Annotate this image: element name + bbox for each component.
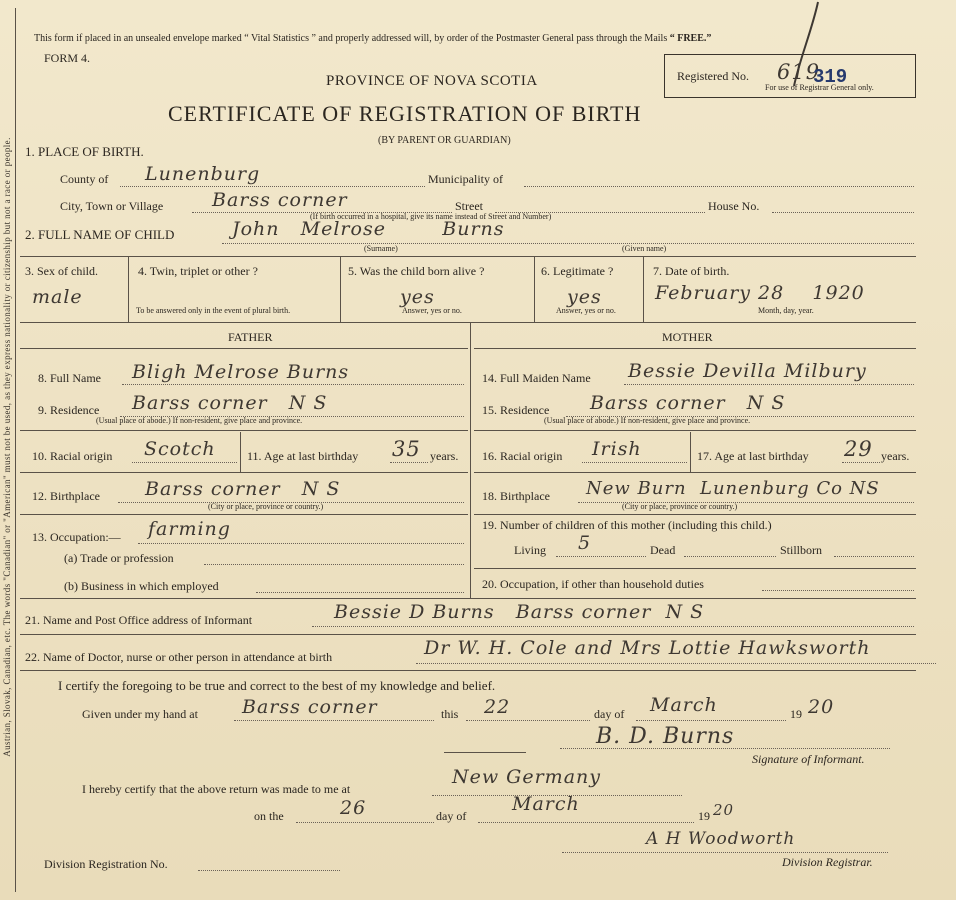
mother-dead-line (684, 556, 776, 557)
mother-children-label: 19. Number of children of this mother (including this child.) (482, 518, 772, 532)
mother-birthplace-value: New Burn Lunenburg Co NS (586, 478, 880, 499)
date-of-birth-value: February 28 1920 (655, 282, 865, 304)
father-birthplace-value: Barss corner N S (145, 478, 341, 500)
father-occupation-value: farming (148, 518, 231, 540)
cert-year-value: 20 (808, 696, 835, 718)
given-place-value: Barss corner (242, 696, 378, 718)
parents-divider (470, 322, 471, 598)
cert-day-line (466, 720, 590, 721)
reg-year-value: 20 (713, 801, 735, 819)
father-age-divider (240, 432, 241, 472)
reg-dayof-label: day of (436, 809, 467, 823)
informant-label: 21. Name and Post Office address of Informant (25, 613, 253, 627)
mother-name-value: Bessie Devilla Milbury (628, 360, 867, 382)
sex-label: 3. Sex of child. (25, 264, 98, 278)
doctor-label: 22. Name of Doctor, nurse or other person in attendance at birth (25, 650, 333, 664)
house-label: House No. (708, 199, 760, 213)
father-age-label: 11. Age at last birthday (247, 449, 359, 463)
mother-heading-rule (474, 348, 916, 349)
father-age-line (390, 462, 428, 463)
doctor-line (416, 663, 936, 664)
county-line (120, 186, 425, 187)
father-business-label: (b) Business in which employed (64, 579, 219, 593)
house-line (772, 212, 914, 213)
father-rule-1 (20, 430, 468, 431)
municipality-line (524, 186, 914, 187)
mother-age-label: 17. Age at last birthday (697, 449, 809, 463)
row3-divider-3 (534, 256, 535, 322)
mother-rule-3 (474, 514, 916, 515)
father-years-label: years. (430, 449, 459, 463)
child-name-label: 2. FULL NAME OF CHILD (25, 227, 175, 242)
father-residence-note: (Usual place of abode.) If non-resident, give place and province. (96, 416, 303, 425)
hospital-note: (If birth occurred in a hospital, give its name instead of Street and Number) (310, 212, 552, 221)
mother-living-value: 5 (578, 532, 592, 554)
registered-handwritten: 619 (777, 60, 821, 84)
row3-divider-4 (643, 256, 644, 322)
given-under-label: Given under my hand at (82, 707, 198, 721)
mother-living-label: Living (514, 543, 546, 557)
city-label: City, Town or Village (60, 199, 164, 213)
short-rule (444, 752, 526, 753)
father-rule-2 (20, 472, 468, 473)
postal-notice-free: “ FREE.” (669, 33, 712, 44)
doctor-value: Dr W. H. Cole and Mrs Lottie Hawksworth (424, 637, 871, 659)
father-trade-label: (a) Trade or profession (64, 551, 174, 565)
mother-name-line (624, 384, 914, 385)
row3-divider-2 (340, 256, 341, 322)
registrar-place-value: New Germany (452, 766, 601, 788)
mother-occupation-line (762, 590, 914, 591)
father-heading: FATHER (228, 330, 273, 344)
mother-age-value: 29 (844, 437, 873, 461)
father-heading-rule (20, 348, 468, 349)
father-residence-label: 9. Residence (38, 403, 100, 417)
surname-note: (Surname) (364, 244, 398, 253)
date-of-birth-note: Month, day, year. (758, 306, 814, 315)
province-heading: PROVINCE OF NOVA SCOTIA (326, 73, 538, 89)
row3-divider-1 (128, 256, 129, 322)
father-occupation-label: 13. Occupation:— (32, 530, 121, 544)
father-name-value: Bligh Melrose Burns (132, 361, 350, 383)
mother-residence-label: 15. Residence (482, 403, 550, 417)
cert-month-value: March (650, 694, 718, 716)
certify-statement: I certify the foregoing to be true and correct to the best of my knowledge and belief. (58, 678, 496, 693)
father-residence-value: Barss corner N S (132, 392, 328, 414)
mother-age-line (842, 462, 880, 463)
registered-stamp: 319 (813, 66, 848, 88)
given-place-line (234, 720, 434, 721)
city-value: Barss corner (212, 189, 348, 211)
mother-rule-4 (474, 568, 916, 569)
margin-note: Austrian, Slovak, Canadian, etc. The words "Canadian" or "American" must not be used, as they express nationality or citizenship but not a race or people. (2, 137, 12, 757)
given-name-note: (Given name) (622, 244, 667, 253)
certificate-title: CERTIFICATE OF REGISTRATION OF BIRTH (168, 101, 642, 126)
father-age-value: 35 (392, 437, 421, 461)
this-label: this (441, 707, 459, 721)
registrar-statement: I hereby certify that the above return was made to me at (82, 782, 351, 796)
mother-heading: MOTHER (662, 330, 713, 344)
mother-occupation-label: 20. Occupation, if other than household duties (482, 577, 704, 591)
child-name-line (222, 243, 914, 244)
registered-label: Registered No. (677, 69, 749, 83)
father-birthplace-note: (City or place, province or country.) (208, 502, 324, 511)
mother-birthplace-note: (City or place, province or country.) (622, 502, 738, 511)
legitimate-value: yes (567, 286, 602, 308)
reg-day-value: 26 (340, 797, 367, 819)
father-racial-value: Scotch (144, 438, 216, 460)
postal-notice (34, 34, 711, 44)
registrar-signature: A H Woodworth (646, 829, 796, 849)
mother-birthplace-label: 18. Birthplace (482, 489, 550, 503)
mother-years-label: years. (881, 449, 910, 463)
registrar-signature-line (562, 852, 888, 853)
division-registration-label: Division Registration No. (44, 857, 168, 871)
alive-value: yes (400, 286, 435, 308)
child-name-value: John Melrose Burns (232, 218, 505, 240)
father-trade-line (204, 564, 464, 565)
mother-rule-1 (474, 430, 916, 431)
mother-rule-2 (474, 472, 916, 473)
informant-value: Bessie D Burns Barss corner N S (334, 601, 705, 623)
father-name-label: 8. Full Name (38, 371, 101, 385)
parents-bottom-rule (20, 598, 916, 599)
cert-dayof-label: day of (594, 707, 625, 721)
informant-signature: B. D. Burns (596, 724, 735, 749)
father-racial-line (132, 462, 237, 463)
street-label: Street (455, 199, 483, 213)
mother-name-label: 14. Full Maiden Name (482, 371, 591, 385)
doctor-rule (20, 670, 916, 671)
division-registration-line (198, 870, 340, 871)
mother-age-divider (690, 432, 691, 472)
reg-year-prefix: 19 (698, 809, 710, 823)
informant-line (312, 626, 914, 627)
legitimate-label: 6. Legitimate ? (541, 264, 614, 278)
check-mark-stroke (770, 0, 830, 90)
on-the-label: on the (254, 809, 284, 823)
twin-note: To be answered only in the event of plural birth. (136, 306, 291, 315)
row3-bottom-rule (20, 322, 916, 323)
county-value: Lunenburg (145, 163, 261, 185)
informant-signature-label: Signature of Informant. (752, 752, 865, 766)
mother-living-line (556, 556, 646, 557)
mother-stillborn-line (834, 556, 914, 557)
municipality-label: Municipality of (428, 172, 503, 186)
date-of-birth-label: 7. Date of birth. (653, 264, 730, 278)
county-label: County of (60, 172, 109, 186)
father-business-line (256, 592, 464, 593)
alive-note: Answer, yes or no. (402, 306, 462, 315)
legitimate-note: Answer, yes or no. (556, 306, 616, 315)
mother-racial-label: 16. Racial origin (482, 449, 563, 463)
certificate-subtitle: (BY PARENT OR GUARDIAN) (378, 135, 511, 146)
place-of-birth-heading: 1. PLACE OF BIRTH. (25, 144, 144, 159)
mother-racial-value: Irish (592, 438, 642, 460)
father-occupation-line (138, 543, 464, 544)
form-number: FORM 4. (44, 51, 91, 65)
reg-month-line (478, 822, 694, 823)
postal-notice-text: This form if placed in an unsealed envelope marked “ Vital Statistics ” and properly addressed will, by order of the Postmaster General pass through the Mails (34, 33, 668, 44)
father-rule-3 (20, 514, 468, 515)
sex-value: male (32, 286, 83, 308)
father-racial-label: 10. Racial origin (32, 449, 113, 463)
father-birthplace-label: 12. Birthplace (32, 489, 100, 503)
row3-top-rule (20, 256, 916, 257)
cert-month-line (636, 720, 786, 721)
father-name-line (122, 384, 464, 385)
alive-label: 5. Was the child born alive ? (348, 264, 485, 278)
registrar-label: Division Registrar. (782, 855, 873, 869)
mother-stillborn-label: Stillborn (780, 543, 823, 557)
mother-dead-label: Dead (650, 543, 676, 557)
margin-rule (15, 8, 16, 892)
informant-rule (20, 634, 916, 635)
registered-note: For use of Registrar General only. (765, 83, 874, 92)
twin-label: 4. Twin, triplet or other ? (138, 264, 258, 278)
reg-day-line (296, 822, 434, 823)
reg-month-value: March (512, 793, 580, 815)
cert-day-value: 22 (484, 696, 511, 718)
mother-racial-line (582, 462, 687, 463)
mother-residence-value: Barss corner N S (590, 392, 786, 414)
mother-residence-note: (Usual place of abode.) If non-resident, give place and province. (544, 416, 751, 425)
cert-year-prefix: 19 (790, 707, 802, 721)
